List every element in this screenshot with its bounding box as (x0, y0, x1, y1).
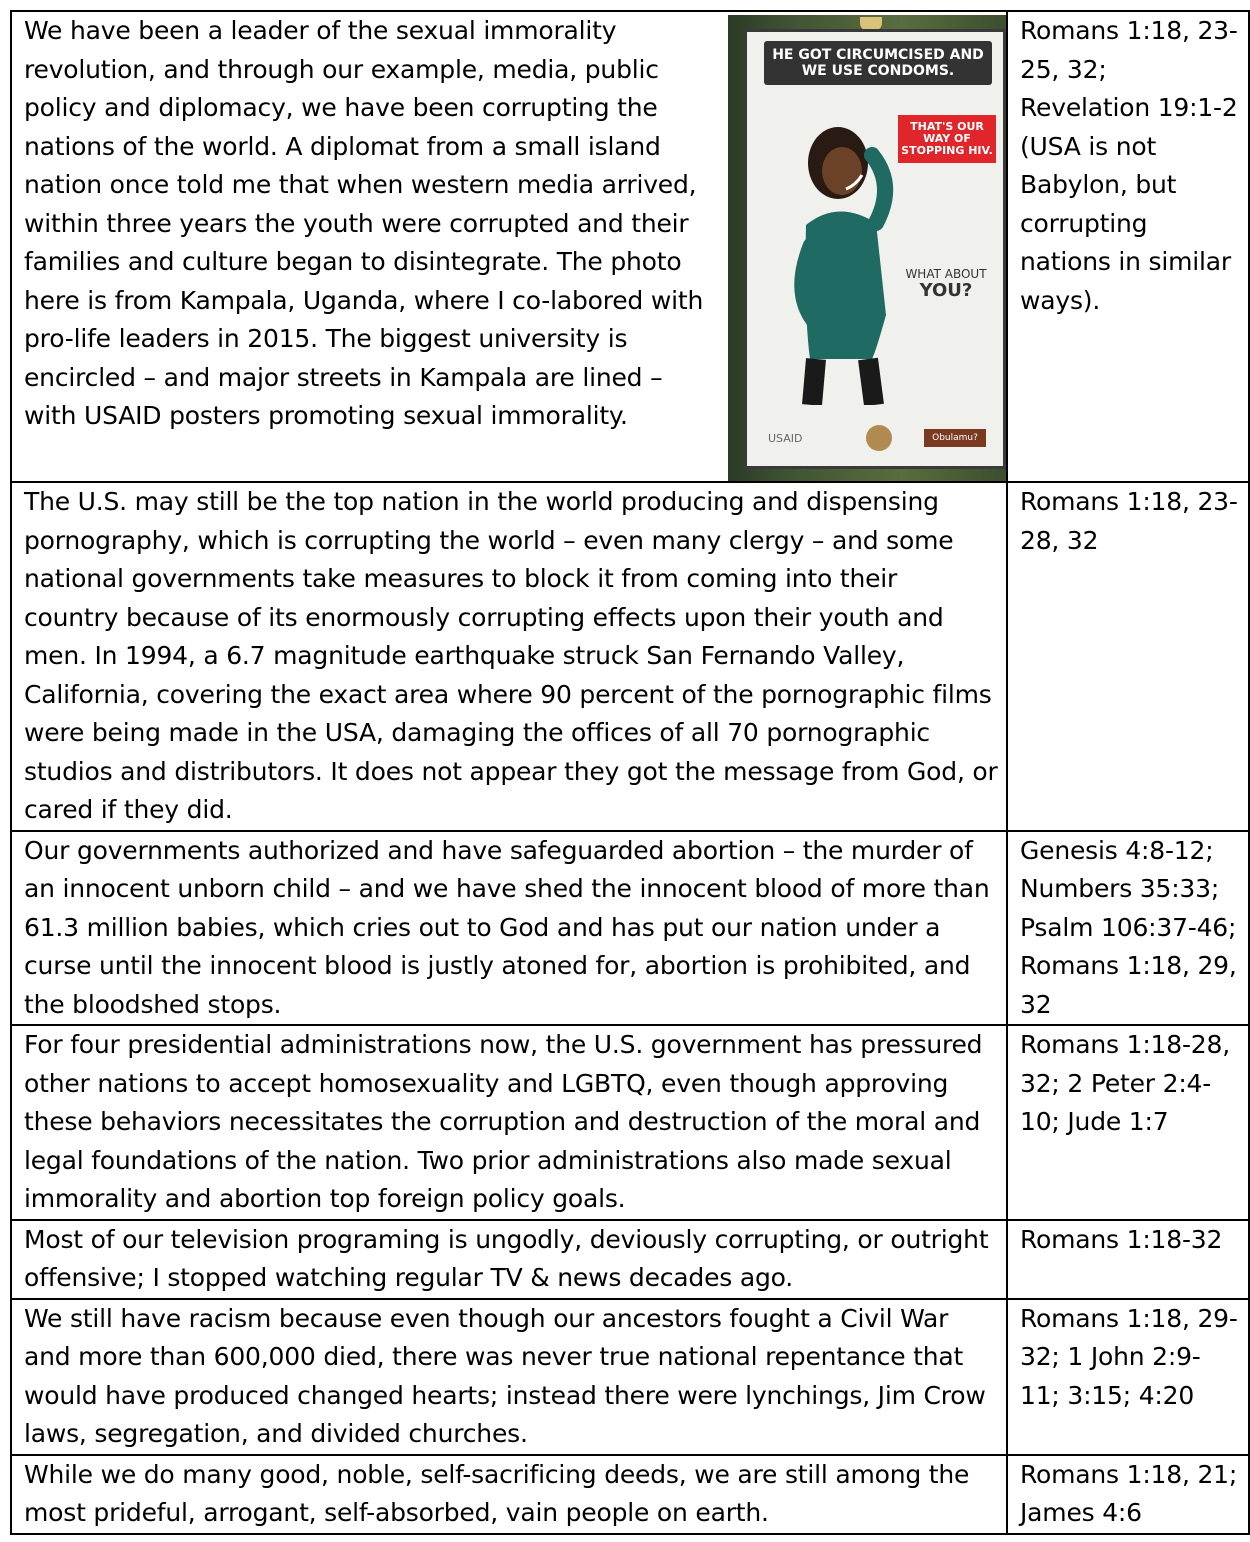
table-row (11, 1455, 1249, 1534)
kampala-poster-photo (728, 15, 1007, 482)
scripture-table (10, 10, 1250, 1535)
seal-icon (866, 425, 892, 451)
table-cell-main: While we do many good, noble, self-sacrificing deeds, we are still among the most prideful, arrogant, self-absorbed, vain people on earth. (11, 1455, 1007, 1534)
table-cell-refs: Romans 1:18, 21; James 4:6 (1007, 1455, 1249, 1534)
poster-tagline: THAT'S OUR WAY OF STOPPING HIV. (898, 115, 996, 163)
table-row (11, 1299, 1249, 1455)
table-row (11, 1220, 1249, 1299)
table-cell-main: Most of our television programing is ungodly, deviously corrupting, or outright offensive; I stopped watching regular TV & news decades ago. (11, 1220, 1007, 1299)
table-row (11, 482, 1249, 831)
table-cell-refs: Genesis 4:8-12; Numbers 35:33; Psalm 106:37-46; Romans 1:18, 29, 32 (1007, 831, 1249, 1026)
poster-badge: Obulamu? (924, 429, 986, 447)
table-row (11, 1025, 1249, 1220)
table-row (11, 11, 1249, 482)
poster-question-big: YOU? (919, 280, 973, 301)
table-cell-refs: Romans 1:18, 23-28, 32 (1007, 482, 1249, 831)
table-cell-refs: Romans 1:18, 23-25, 32; Revelation 19:1-2 (USA is not Babylon, but corrupting nations in similar ways). (1007, 11, 1249, 482)
table-cell-main (11, 11, 1007, 482)
table-cell-refs: Romans 1:18-28, 32; 2 Peter 2:4-10; Jude 1:7 (1007, 1025, 1249, 1220)
table-row (11, 831, 1249, 1026)
usaid-logo: USAID (768, 432, 803, 445)
table-cell-main: For four presidential administrations now, the U.S. government has pressured other nations to accept homosexuality and LGBTQ, even though approving these behaviors necessitates the corruption and destruction of the moral and legal foundations of the nation. Two prior administrations also made sexual immorality and abortion top foreign policy goals. (11, 1025, 1007, 1220)
woman-figure-icon (776, 115, 916, 405)
table-cell-main: We still have racism because even though our ancestors fought a Civil War and more than 600,000 died, there was never true national repentance that would have produced changed hearts; instead there were lynchings, Jim Crow laws, segregation, and divided churches. (11, 1299, 1007, 1455)
poster-question-small: WHAT ABOUT (905, 267, 987, 281)
table-cell-main: Our governments authorized and have safeguarded abortion – the murder of an innocent unborn child – and we have shed the innocent blood of more than 61.3 million babies, which cries out to God and has put our nation under a curse until the innocent blood is justly atoned for, abortion is prohibited, and the bloodshed stops. (11, 831, 1007, 1026)
poster-headline: HE GOT CIRCUMCISED AND WE USE CONDOMS. (764, 41, 992, 85)
table-cell-main: The U.S. may still be the top nation in the world producing and dispensing pornography, which is corrupting the world – even many clergy – and some national governments take measures to block it from coming into their country because of its enormously corrupting effects upon their youth and men. In 1994, a 6.7 magnitude earthquake struck San Fernando Valley, California, covering the exact area where 90 percent of the pornographic films were being made in the USA, damaging the offices of all 70 pornographic studios and distributors. It does not appear they got the message from God, or cared if they did. (11, 482, 1007, 831)
row-text: We have been a leader of the sexual immorality revolution, and through our example, media, public policy and diplomacy, we have been corrupting the nations of the world. A diplomat from a small island nation once told me that when western media arrived, within three years the youth were corrupted and their families and culture began to disintegrate. The photo here is from Kampala, Uganda, where I co-labored with pro-life leaders in 2015. The biggest university is encircled – and major streets in Kampala are lined – with USAID posters promoting sexual immorality. (24, 16, 704, 430)
table-cell-refs: Romans 1:18-32 (1007, 1220, 1249, 1299)
table-cell-refs: Romans 1:18, 29-32; 1 John 2:9-11; 3:15; 4:20 (1007, 1299, 1249, 1455)
poster-question (900, 267, 992, 301)
